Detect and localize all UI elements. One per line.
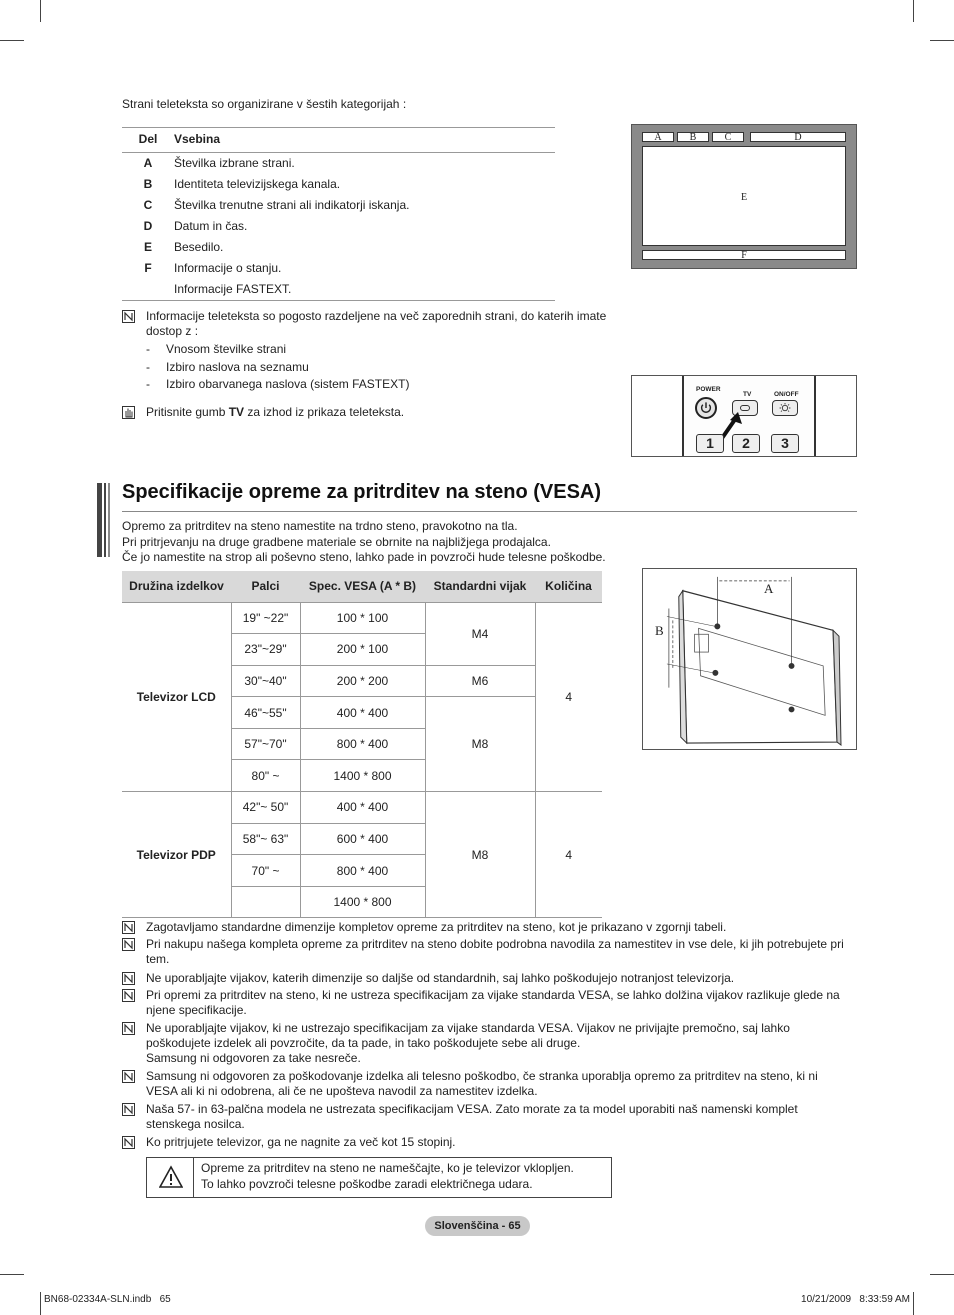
table-row xyxy=(122,174,555,195)
table-row xyxy=(122,602,602,634)
remote-control-illustration xyxy=(631,375,857,457)
crop-mark xyxy=(0,1274,24,1275)
note-line: dostop z : xyxy=(146,324,199,338)
column-header: Vsebina xyxy=(174,128,555,153)
warning-line: To lahko povzroči telesne poškodbe zaradi električnega udara. xyxy=(201,1176,533,1191)
tv-mount-diagram xyxy=(642,568,857,750)
vesa-spec: 200 * 200 xyxy=(300,665,425,697)
size-range: 30"~40" xyxy=(231,665,300,697)
table-row xyxy=(122,237,555,258)
size-range: 42"~ 50" xyxy=(231,792,300,824)
warning-separator xyxy=(193,1158,194,1197)
part-description: Številka trenutne strani ali indikatorji iskanja. xyxy=(174,198,410,212)
note-icon xyxy=(122,1103,135,1116)
section-divider xyxy=(122,511,857,512)
warning-box xyxy=(146,1157,612,1198)
footer-timestamp: 10/21/2009 8:33:59 AM xyxy=(801,1294,910,1305)
note-pages xyxy=(122,309,622,341)
section-marker-bar xyxy=(97,483,110,557)
note-icon xyxy=(122,1022,135,1035)
column-header: Količina xyxy=(535,571,602,602)
page-number-badge: Slovenščina - 65 xyxy=(425,1216,530,1236)
crop-mark xyxy=(930,1274,954,1275)
note-icon xyxy=(122,310,135,323)
table-header-row xyxy=(122,128,555,153)
note-item xyxy=(122,1102,857,1132)
note-line: stenskega nosilca. xyxy=(146,1117,245,1131)
footer-file-info: BN68-02334A-SLN.indb 65 xyxy=(44,1294,171,1305)
number-key-1: 1 xyxy=(696,434,724,453)
screw-size: M4 xyxy=(425,602,535,665)
tv-back-illustration xyxy=(643,569,856,749)
size-range: 80" ~ xyxy=(231,760,300,792)
part-code: B xyxy=(143,177,153,191)
section-title: Specifikacije opreme za pritrditev na steno (VESA) xyxy=(122,481,602,503)
note-line: VESA ali ki ni odobrena, ali če ne upošteva navodil za namestitev izdelka. xyxy=(146,1084,538,1098)
note-line: Samsung ni odgovoren za poškodovanje izdelka ali telesno poškodbo, če stranka uporablja opremo za pritrditev na steno, ki ni xyxy=(146,1069,818,1083)
vesa-spec-table xyxy=(122,571,602,918)
teletext-area-e xyxy=(642,146,846,246)
note-icon xyxy=(122,972,135,985)
column-header: Palci xyxy=(231,571,300,602)
vesa-spec: 400 * 400 xyxy=(300,792,425,824)
note-line: Pri opremi za pritrditev na steno, ki ne ustreza specifikacijam za vijake standarda VESA, se lahko dolžina vijakov razlikuje glede na xyxy=(146,988,840,1002)
hand-press-icon xyxy=(122,406,135,419)
note-item xyxy=(122,920,857,935)
product-family: Televizor LCD xyxy=(122,602,231,792)
table-row xyxy=(122,258,555,279)
part-code: D xyxy=(143,219,153,233)
part-code: A xyxy=(143,156,153,170)
part-description: Informacije o stanju. xyxy=(174,261,282,275)
vesa-spec: 600 * 400 xyxy=(300,823,425,855)
table-row xyxy=(122,195,555,216)
vesa-spec: 800 * 400 xyxy=(300,728,425,760)
column-header: Standardni vijak xyxy=(425,571,535,602)
list-item: - Vnosom številke strani xyxy=(146,342,287,356)
crop-mark xyxy=(0,40,24,41)
size-range: 19" ~22" xyxy=(231,602,300,634)
dash-icon: - xyxy=(146,360,150,374)
vesa-spec: 800 * 400 xyxy=(300,855,425,887)
column-header: Del xyxy=(122,128,174,153)
intro-text: Strani teleteksta so organizirane v šestih kategorijah : xyxy=(122,97,407,111)
note-press-tv: Pritisnite gumb TV za izhod iz prikaza teleteksta. xyxy=(122,405,542,421)
note-line: poškodujete izdelek ali povzročite, da ta pade, in tako poškodujete sebe ali druge. xyxy=(146,1036,581,1050)
note-line: Ne uporabljajte vijakov, katerih dimenzije so daljše od standardnih, saj lahko poškodujejo notranjost televizorja. xyxy=(146,971,735,985)
note-item xyxy=(122,937,857,967)
note-item xyxy=(122,1135,857,1150)
crop-mark xyxy=(913,1292,914,1315)
teletext-area-c: C xyxy=(712,132,744,142)
teletext-area-e-label: E xyxy=(740,192,748,203)
dimension-b-label: B xyxy=(655,623,664,638)
note-icon xyxy=(122,921,135,934)
part-code: C xyxy=(143,198,153,212)
list-item: - Izbiro obarvanega naslova (sistem FASTEXT) xyxy=(146,377,410,391)
screw-size: M6 xyxy=(425,665,535,697)
table-row xyxy=(122,216,555,237)
size-range: 70" ~ xyxy=(231,855,300,887)
note-icon xyxy=(122,1070,135,1083)
part-code: E xyxy=(143,240,152,254)
screw-size: M8 xyxy=(425,697,535,792)
teletext-area-d: D xyxy=(750,132,846,142)
vesa-intro-paragraph: Opremo za pritrditev na steno namestite na trdno steno, pravokotno na tla. Pri pritrjevanju na druge gradbene materiale se obrnite na najbližjega prodajalca. Če jo namestite na strop ali poševno steno, lahko pade in povzroči hude telesne poškodbe. xyxy=(122,519,606,564)
part-code: F xyxy=(144,261,152,275)
note-item xyxy=(122,988,857,1018)
number-key-3: 3 xyxy=(771,434,799,453)
note-line: Ne uporabljajte vijakov, ki ne ustrezajo specifikacijam za vijake standarda VESA. Vijakov ne privijajte premočno, saj lahko xyxy=(146,1021,790,1035)
size-range xyxy=(231,886,300,918)
part-code xyxy=(122,279,174,301)
quantity: 4 xyxy=(535,792,602,918)
teletext-area-f: F xyxy=(642,250,846,260)
part-description: Datum in čas. xyxy=(174,219,248,233)
note-line: Pri nakupu našega kompleta opreme za pritrditev na steno dobite podrobna navodila za namestitev in vse dele, ki jih potrebujete pri xyxy=(146,937,844,951)
table-header-row xyxy=(122,571,602,602)
warning-line: Opreme za pritrditev na steno ne nameščajte, ko je televizor vklopljen. xyxy=(201,1161,574,1175)
tv-label: TV xyxy=(743,391,752,398)
quantity: 4 xyxy=(535,602,602,792)
vesa-spec: 100 * 100 xyxy=(300,602,425,634)
table-row xyxy=(122,153,555,175)
part-description: Številka izbrane strani. xyxy=(174,156,295,170)
note-line: Zagotavljamo standardne dimenzije kompletov opreme za pritrditev na steno, kot je prikazano v zgornji tabeli. xyxy=(146,920,727,934)
note-item xyxy=(122,1021,857,1066)
size-range: 58"~ 63" xyxy=(231,823,300,855)
teletext-parts-table xyxy=(122,127,555,301)
warning-icon xyxy=(159,1165,183,1189)
column-header: Družina izdelkov xyxy=(122,571,231,602)
vesa-spec: 400 * 400 xyxy=(300,697,425,729)
note-icon xyxy=(122,938,135,951)
teletext-area-b: B xyxy=(677,132,709,142)
vesa-spec: 200 * 100 xyxy=(300,634,425,666)
crop-mark xyxy=(930,40,954,41)
crop-mark xyxy=(40,1292,41,1315)
dash-icon: - xyxy=(146,342,150,356)
light-icon xyxy=(776,402,794,414)
crop-mark xyxy=(913,0,914,22)
vesa-spec: 1400 * 800 xyxy=(300,760,425,792)
onoff-button xyxy=(772,400,798,416)
note-line: Samsung ni odgovoren za take nesreče. xyxy=(146,1051,361,1065)
teletext-screen-illustration xyxy=(631,124,857,269)
dimension-a-label: A xyxy=(764,581,774,596)
number-key-2: 2 xyxy=(732,434,760,453)
table-row xyxy=(122,279,555,301)
onoff-label: ON/OFF xyxy=(774,391,799,398)
size-range: 46"~55" xyxy=(231,697,300,729)
note-icon xyxy=(122,989,135,1002)
part-description: Informacije FASTEXT. xyxy=(174,279,555,301)
note-line: Ko pritrjujete televizor, ga ne nagnite za več kot 15 stopinj. xyxy=(146,1135,456,1149)
size-range: 23"~29" xyxy=(231,634,300,666)
note-line: Informacije teleteksta so pogosto razdeljene na več zaporednih strani, do katerih imate xyxy=(146,309,607,323)
vesa-spec: 1400 * 800 xyxy=(300,886,425,918)
part-description: Identiteta televizijskega kanala. xyxy=(174,177,341,191)
note-line: njene specifikacije. xyxy=(146,1003,247,1017)
note-line: Naša 57- in 63-palčna modela ne ustrezata specifikacijam VESA. Zato morate za ta model uporabiti naš namenski komplet xyxy=(146,1102,798,1116)
note-icon xyxy=(122,1136,135,1149)
note-line: tem. xyxy=(146,952,170,966)
note-item xyxy=(122,1069,857,1099)
list-item: - Izbiro naslova na seznamu xyxy=(146,360,309,374)
product-family: Televizor PDP xyxy=(122,792,231,918)
note-item xyxy=(122,971,857,986)
column-header: Spec. VESA (A * B) xyxy=(300,571,425,602)
teletext-area-a: A xyxy=(642,132,674,142)
size-range: 57"~70" xyxy=(231,728,300,760)
power-label: POWER xyxy=(696,386,721,393)
table-row xyxy=(122,792,602,824)
part-description: Besedilo. xyxy=(174,240,224,254)
screw-size: M8 xyxy=(425,792,535,918)
dash-icon: - xyxy=(146,377,150,391)
crop-mark xyxy=(40,0,41,22)
